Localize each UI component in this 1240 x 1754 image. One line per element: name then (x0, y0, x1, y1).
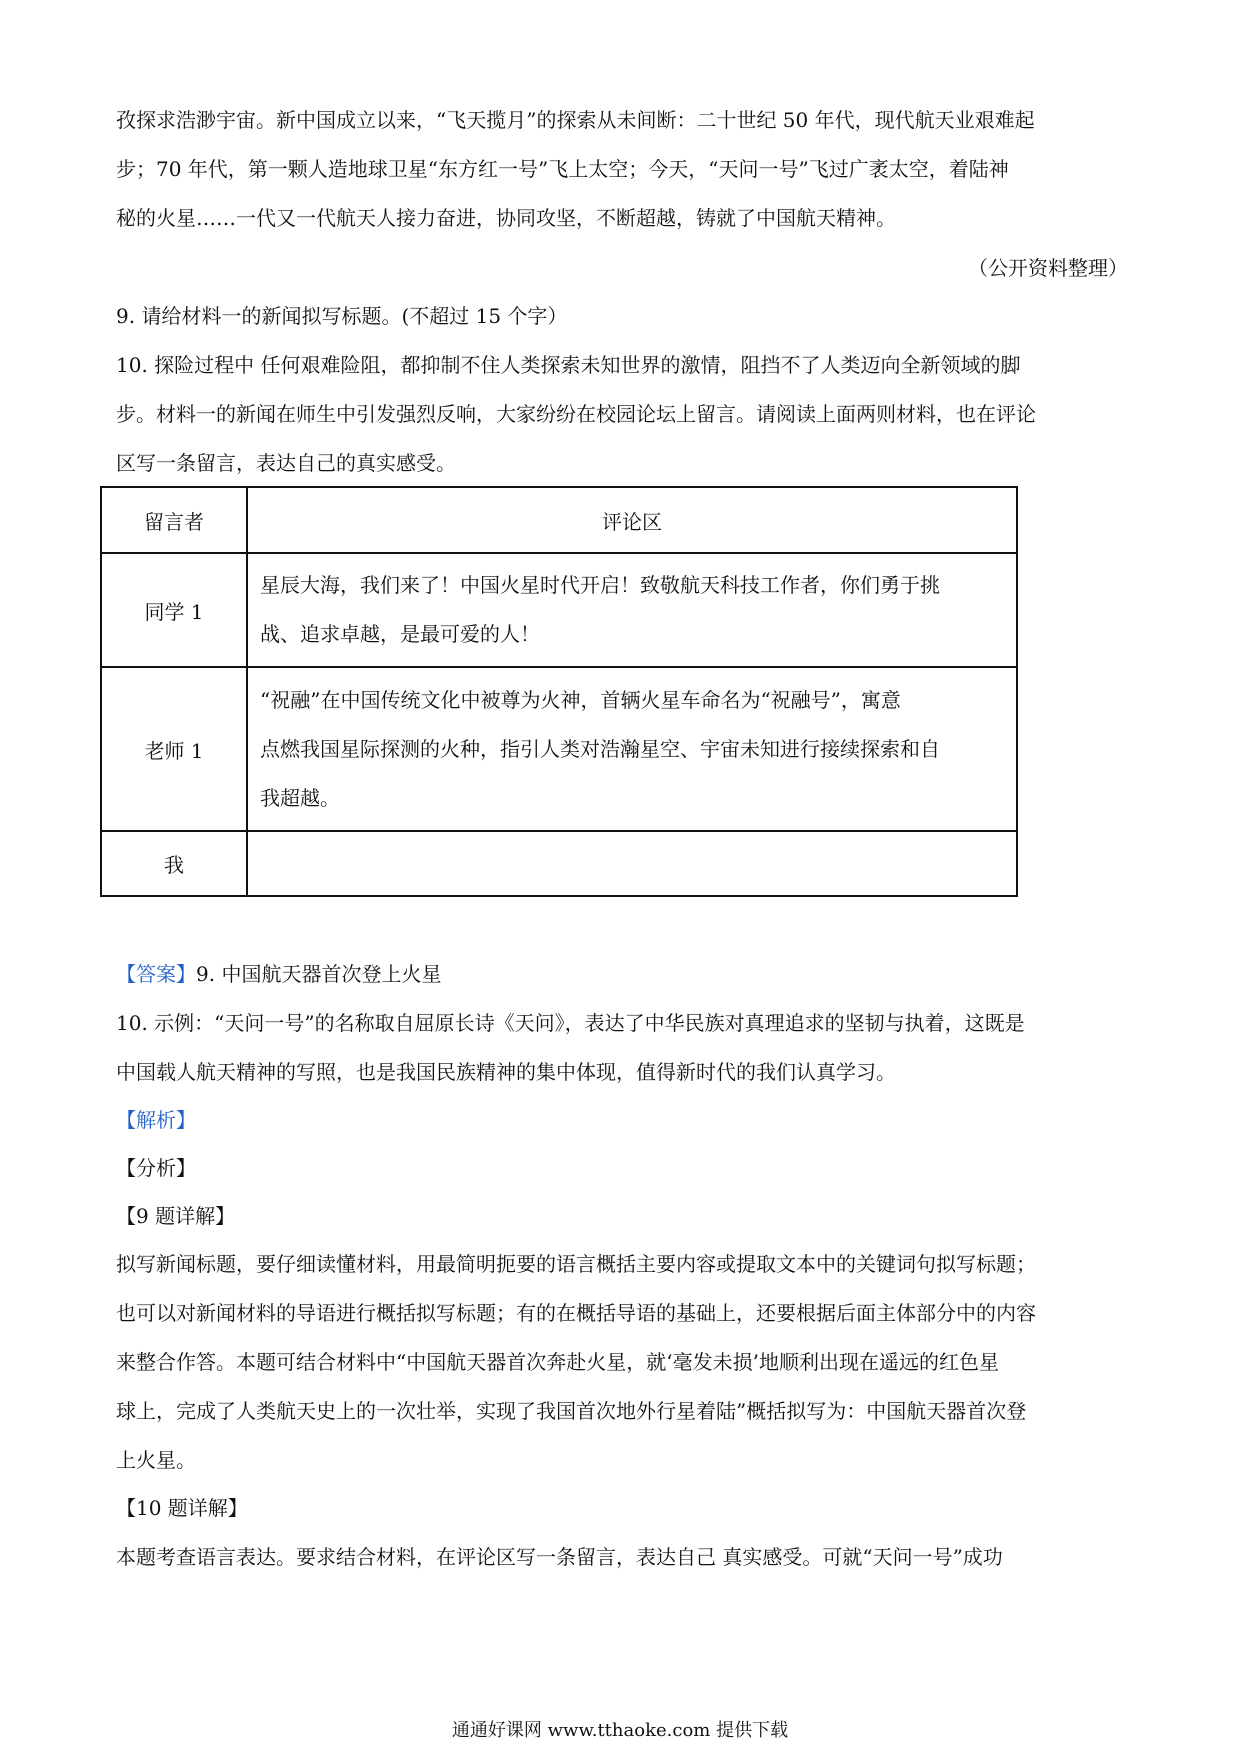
table-row (101, 831, 1017, 896)
answer-q10-line-1: 10. 示例：“天问一号”的名称取自屈原长诗《天问》，表达了中华民族对真理追求的坚韧与执着，这既是 (116, 1011, 1025, 1035)
material-line-3: 秘的火星……一代又一代航天人接力奋进，协同攻坚，不断超越，铸就了中国航天精神。 (116, 206, 896, 230)
my-comment-cell[interactable] (247, 831, 1017, 896)
q9-detail-line-2: 也可以对新闻材料的导语进行概括拟写标题；有的在概括导语的基础上，还要根据后面主体部分中的内容 (116, 1301, 1036, 1325)
q9-detail-title: 【9 题详解】 (116, 1204, 236, 1228)
q10-detail-title: 【10 题详解】 (116, 1496, 248, 1520)
question-10-line-3: 区写一条留言，表达自己的真实感受。 (116, 451, 456, 475)
q9-detail-line-4: 球上，完成了人类航天史上的一次壮举，实现了我国首次地外行星着陆”概括拟写为：中国航天器首次登 (116, 1399, 1027, 1423)
table-row (101, 553, 1017, 667)
analysis-tag: 【解析】 (116, 1108, 196, 1132)
q10-detail-line-1: 本题考查语言表达。要求结合材料，在评论区写一条留言，表达自己 真实感受。可就“天问一号”成功 (116, 1545, 1003, 1569)
comment-line: 我超越。 (260, 785, 340, 810)
header-comment: 评论区 (247, 487, 1017, 553)
answer-q9 (116, 958, 1140, 990)
q9-detail-line-5: 上火星。 (116, 1448, 196, 1472)
question-10-line-2: 步。材料一的新闻在师生中引发强烈反响，大家纷纷在校园论坛上留言。请阅读上面两则材料，也在评论 (116, 402, 1036, 426)
page-footer: 通通好课网 www.tthaoke.com 提供下载 (451, 1720, 789, 1741)
comment-line: “祝融”在中国传统文化中被尊为火神，首辆火星车命名为“祝融号”，寓意 (260, 687, 901, 712)
material-line-1: 孜探求浩渺宇宙。新中国成立以来，“飞天揽月”的探索从未间断：二十世纪 50 年代，现代航天业艰难起 (116, 108, 1035, 132)
comment-table (100, 486, 1018, 897)
answer-q10-line-2: 中国载人航天精神的写照，也是我国民族精神的集中体现，值得新时代的我们认真学习。 (116, 1060, 896, 1084)
material-line-2: 步；70 年代，第一颗人造地球卫星“东方红一号”飞上太空；今天，“天问一号”飞过广袤太空，着陆神 (116, 157, 1009, 181)
header-author: 留言者 (101, 487, 247, 553)
table-row (101, 667, 1017, 831)
comment-line: 战、追求卓越，是最可爱的人！ (260, 622, 540, 646)
row-author: 同学 1 (101, 553, 247, 667)
analysis-fenxi: 【分析】 (116, 1156, 196, 1180)
row-comment (247, 667, 1017, 831)
comment-line: 星辰大海，我们来了！中国火星时代开启！致敬航天科技工作者，你们勇于挑 (260, 573, 940, 597)
row-comment (247, 553, 1017, 667)
q9-detail-line-3: 来整合作答。本题可结合材料中“中国航天器首次奔赴火星，就‘毫发未损’地顺利出现在遥远的红色星 (116, 1350, 999, 1374)
question-9: 9. 请给材料一的新闻拟写标题。(不超过 15 个字） (116, 304, 568, 328)
question-10-line-1: 10. 探险过程中 任何艰难险阻，都抑制不住人类探索未知世界的激情，阻挡不了人类迈向全新领域的脚 (116, 353, 1021, 377)
material-source: （公开资料整理） (968, 256, 1128, 280)
q9-detail-line-1: 拟写新闻标题，要仔细读懂材料，用最简明扼要的语言概括主要内容或提取文本中的关键词句拟写标题； (116, 1252, 1036, 1276)
comment-line: 点燃我国星际探测的火种，指引人类对浩瀚星空、宇宙未知进行接续探索和自 (260, 736, 940, 761)
answer-tag: 【答案】 (116, 962, 196, 986)
row-author: 老师 1 (101, 667, 247, 831)
answer-q9-text: 9. 中国航天器首次登上火星 (196, 962, 442, 986)
row-author: 我 (101, 831, 247, 896)
